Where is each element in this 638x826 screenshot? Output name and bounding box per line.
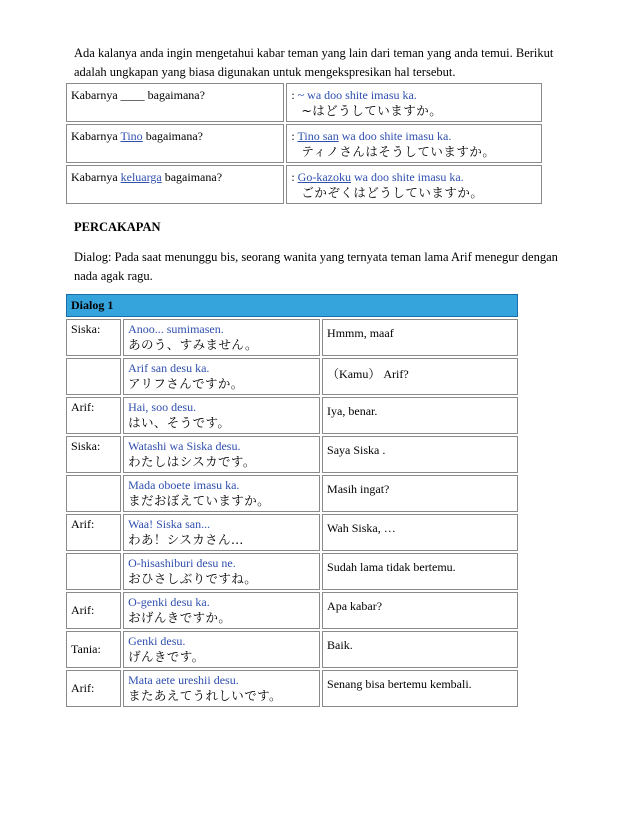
phrase-japanese-cell <box>286 83 542 122</box>
dialog-row <box>66 514 518 551</box>
phrase-romaji: wa doo shite imasu ka. <box>351 170 464 184</box>
speaker-cell <box>66 358 121 395</box>
romaji-text: O-genki desu ka. <box>128 595 210 609</box>
translation-cell: Iya, benar. <box>322 397 518 434</box>
kana-text: まだおぼえていますか。 <box>128 493 270 508</box>
romaji-text: O-hisashiburi desu ne. <box>128 556 236 570</box>
phrase-text: bagaimana? <box>161 170 223 184</box>
translation-cell: Baik. <box>322 631 518 668</box>
phrase-japanese-cell <box>286 165 542 204</box>
dialog-row <box>66 670 518 707</box>
translation-cell: Apa kabar? <box>322 592 518 629</box>
translation-cell: （Kamu） Arif? <box>322 358 518 395</box>
phrase-text: bagaimana? <box>142 129 203 143</box>
romaji-text: Anoo... sumimasen. <box>128 322 224 336</box>
japanese-cell <box>123 475 320 512</box>
dialog-row <box>66 631 518 668</box>
japanese-cell <box>123 397 320 434</box>
translation-cell: Saya Siska . <box>322 436 518 473</box>
phrase-row <box>66 165 542 204</box>
phrase-kana: ~はどうしていますか。 <box>301 103 443 118</box>
speaker-cell: Tania: <box>66 631 121 668</box>
speaker-cell <box>66 475 121 512</box>
kana-text: おひさしぶりですね。 <box>128 571 258 586</box>
section-heading: PERCAKAPAN <box>74 220 161 234</box>
kana-text: あのう、すみません。 <box>128 337 258 352</box>
translation-cell: Masih ingat? <box>322 475 518 512</box>
colon: : <box>291 170 298 184</box>
speaker-cell: Siska: <box>66 319 121 356</box>
japanese-cell <box>123 631 320 668</box>
translation-cell: Wah Siska, … <box>322 514 518 551</box>
phrase-indonesian-cell <box>66 165 284 204</box>
japanese-cell <box>123 670 320 707</box>
phrase-indonesian-cell <box>66 83 284 122</box>
dialog-row <box>66 319 518 356</box>
phrase-romaji-name: Go-kazoku <box>297 170 351 184</box>
kana-text: げんきです。 <box>128 649 205 664</box>
phrase-row <box>66 83 542 122</box>
japanese-cell <box>123 319 320 356</box>
phrase-table <box>64 81 544 206</box>
phrase-romaji: wa doo shite imasu ka. <box>338 129 452 143</box>
romaji-text: Waa! Siska san... <box>128 517 211 531</box>
romaji-text: Genki desu. <box>128 634 186 648</box>
dialog-row <box>66 397 518 434</box>
speaker-cell: Arif: <box>66 592 121 629</box>
phrase-name-link: Tino <box>120 129 143 143</box>
phrase-text: Kabarnya <box>71 170 121 184</box>
dialog-description: Dialog: Pada saat menunggu bis, seorang wanita yang ternyata teman lama Arif menegur dengan nada agak ragu. <box>74 250 558 283</box>
romaji-text: Mata aete ureshii desu. <box>128 673 239 687</box>
romaji-text: Watashi wa Siska desu. <box>128 439 241 453</box>
kana-text: アリフさんですか。 <box>128 376 244 391</box>
dialog-row <box>66 475 518 512</box>
speaker-cell: Arif: <box>66 670 121 707</box>
translation-cell: Senang bisa bertemu kembali. <box>322 670 518 707</box>
kana-text: おげんきですか。 <box>128 610 232 625</box>
dialog-row <box>66 436 518 473</box>
kana-text: わあ！シスカさん… <box>128 532 244 547</box>
intro-paragraph: Ada kalanya anda ingin mengetahui kabar teman yang lain dari teman yang anda temui. Berikut adalah ungkapan yang biasa digunakan untuk mengekspresikan hal tersebut. <box>74 46 554 79</box>
dialog-title: Dialog 1 <box>66 294 518 317</box>
kana-text: またあえてうれしいです。 <box>128 688 282 703</box>
translation-cell: Hmmm, maaf <box>322 319 518 356</box>
romaji-text: Arif san desu ka. <box>128 361 210 375</box>
romaji-text: Hai, soo desu. <box>128 400 197 414</box>
dialog-row <box>66 592 518 629</box>
phrase-text: Kabarnya <box>71 129 121 143</box>
japanese-cell <box>123 553 320 590</box>
japanese-cell <box>123 436 320 473</box>
speaker-cell <box>66 553 121 590</box>
speaker-cell: Siska: <box>66 436 121 473</box>
speaker-cell: Arif: <box>66 514 121 551</box>
japanese-cell <box>123 358 320 395</box>
colon: : <box>291 88 298 102</box>
phrase-kana: ごかぞくはどうしていますか。 <box>301 185 484 200</box>
phrase-name-link: keluarga <box>120 170 162 184</box>
phrase-row <box>66 124 542 163</box>
kana-text: はい、そうです。 <box>128 415 231 430</box>
speaker-cell: Arif: <box>66 397 121 434</box>
dialog-table <box>64 292 520 709</box>
translation-cell: Sudah lama tidak bertemu. <box>322 553 518 590</box>
romaji-text: Mada oboete imasu ka. <box>128 478 240 492</box>
phrase-text: Kabarnya ____ bagaimana? <box>71 88 205 102</box>
colon: : <box>291 129 298 143</box>
phrase-indonesian-cell <box>66 124 284 163</box>
phrase-romaji: ~ wa doo shite imasu ka. <box>297 88 417 102</box>
dialog-row <box>66 358 518 395</box>
phrase-japanese-cell <box>286 124 542 163</box>
dialog-row <box>66 553 518 590</box>
japanese-cell <box>123 592 320 629</box>
phrase-kana: ティノさんはそうしていますか。 <box>301 144 496 159</box>
japanese-cell <box>123 514 320 551</box>
kana-text: わたしはシスカです。 <box>128 454 256 469</box>
phrase-romaji-name: Tino san <box>297 129 339 143</box>
